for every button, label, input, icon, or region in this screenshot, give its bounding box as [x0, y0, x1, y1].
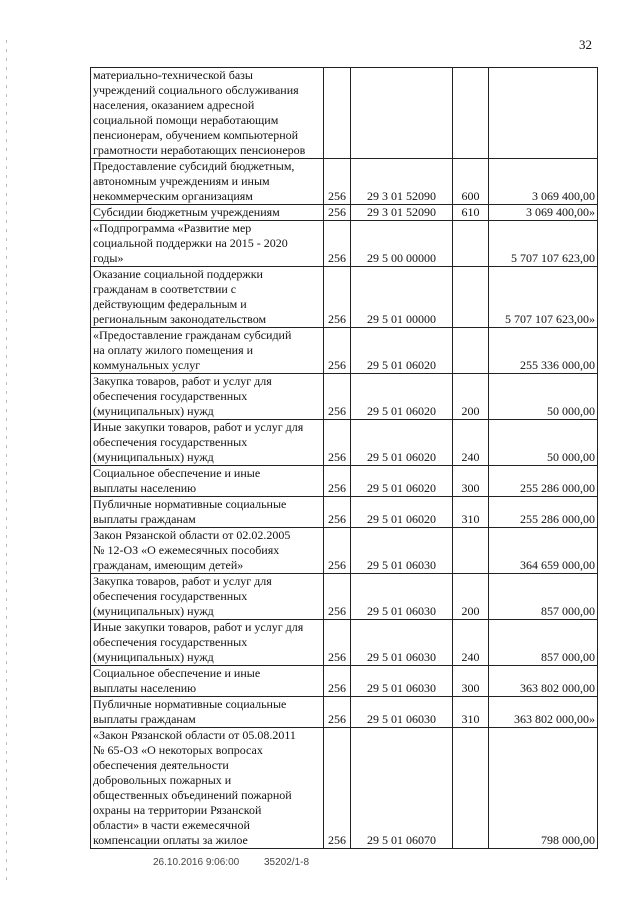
cell-vr: 600	[453, 159, 489, 205]
footer-doc-id: 35202/1-8	[263, 857, 310, 868]
cell-amount: 857 000,00	[489, 620, 598, 666]
footer-timestamp: 26.10.2016 9:06:00	[153, 857, 240, 868]
table-row	[91, 374, 598, 420]
table-row	[91, 159, 598, 205]
cell-ministry: 256	[324, 221, 351, 267]
cell-amount: 50 000,00	[489, 374, 598, 420]
cell-ministry: 256	[324, 574, 351, 620]
cell-code: 29 3 01 52090	[351, 205, 453, 221]
cell-name: «Закон Рязанской области от 05.08.2011 № 65-ОЗ «О некоторых вопросах обеспечения деятельности добровольных пожарных и общественных объединений пожарной охраны на территории Рязанской области» в части ежемесячной компенсации оплаты за жилое	[91, 728, 324, 849]
cell-code	[351, 68, 453, 159]
cell-amount: 3 069 400,00	[489, 159, 598, 205]
cell-name: «Предоставление гражданам субсидий на оплату жилого помещения и коммунальных услуг	[91, 328, 324, 374]
cell-amount: 255 286 000,00	[489, 466, 598, 497]
cell-vr: 300	[453, 466, 489, 497]
cell-ministry: 256	[324, 466, 351, 497]
cell-ministry: 256	[324, 267, 351, 328]
cell-vr: 200	[453, 374, 489, 420]
cell-code: 29 5 01 06020	[351, 374, 453, 420]
cell-code: 29 5 01 06020	[351, 420, 453, 466]
cell-name: Социальное обеспечение и иные выплаты населению	[91, 466, 324, 497]
cell-name: Публичные нормативные социальные выплаты гражданам	[91, 697, 324, 728]
footer	[153, 857, 331, 868]
cell-name: Иные закупки товаров, работ и услуг для обеспечения государственных (муниципальных) нужд	[91, 420, 324, 466]
cell-code: 29 5 01 06020	[351, 466, 453, 497]
cell-code: 29 5 01 06030	[351, 620, 453, 666]
table-row	[91, 697, 598, 728]
cell-name: материально-технической базы учреждений социального обслуживания населения, оказанием адресной социальной помощи неработающим пенсионерам, обучением компьютерной грамотности неработающих пенсионеров	[91, 68, 324, 159]
cell-amount: 5 707 107 623,00	[489, 221, 598, 267]
table-row	[91, 620, 598, 666]
cell-code: 29 3 01 52090	[351, 159, 453, 205]
cell-code: 29 5 01 06030	[351, 528, 453, 574]
table-row	[91, 267, 598, 328]
table-row	[91, 574, 598, 620]
cell-ministry: 256	[324, 205, 351, 221]
cell-amount: 50 000,00	[489, 420, 598, 466]
cell-vr	[453, 528, 489, 574]
cell-amount: 255 336 000,00	[489, 328, 598, 374]
cell-name: «Подпрограмма «Развитие мер социальной поддержки на 2015 - 2020 годы»	[91, 221, 324, 267]
cell-ministry: 256	[324, 697, 351, 728]
table-row	[91, 328, 598, 374]
cell-vr	[453, 68, 489, 159]
cell-amount: 798 000,00	[489, 728, 598, 849]
table-row	[91, 221, 598, 267]
cell-vr: 240	[453, 620, 489, 666]
budget-table	[90, 67, 598, 849]
cell-amount: 5 707 107 623,00»	[489, 267, 598, 328]
cell-vr: 200	[453, 574, 489, 620]
cell-name: Социальное обеспечение и иные выплаты населению	[91, 666, 324, 697]
cell-amount: 363 802 000,00	[489, 666, 598, 697]
cell-code: 29 5 01 00000	[351, 267, 453, 328]
cell-name: Закупка товаров, работ и услуг для обеспечения государственных (муниципальных) нужд	[91, 374, 324, 420]
cell-code: 29 5 01 06070	[351, 728, 453, 849]
cell-ministry: 256	[324, 374, 351, 420]
cell-name: Закупка товаров, работ и услуг для обеспечения государственных (муниципальных) нужд	[91, 574, 324, 620]
cell-amount: 857 000,00	[489, 574, 598, 620]
cell-name: Закон Рязанской области от 02.02.2005 № 12-ОЗ «О ежемесячных пособиях гражданам, имеющим детей»	[91, 528, 324, 574]
cell-vr	[453, 221, 489, 267]
cell-code: 29 5 01 06020	[351, 497, 453, 528]
cell-ministry	[324, 68, 351, 159]
cell-amount: 255 286 000,00	[489, 497, 598, 528]
cell-vr: 240	[453, 420, 489, 466]
budget-table-body	[91, 68, 598, 849]
cell-vr	[453, 267, 489, 328]
cell-code: 29 5 01 06030	[351, 697, 453, 728]
cell-ministry: 256	[324, 497, 351, 528]
cell-amount	[489, 68, 598, 159]
cell-code: 29 5 01 06020	[351, 328, 453, 374]
cell-ministry: 256	[324, 159, 351, 205]
table-row	[91, 420, 598, 466]
cell-amount: 3 069 400,00»	[489, 205, 598, 221]
cell-ministry: 256	[324, 528, 351, 574]
cell-ministry: 256	[324, 728, 351, 849]
scan-edge-artifact	[6, 40, 7, 880]
table-row	[91, 666, 598, 697]
cell-amount: 363 802 000,00»	[489, 697, 598, 728]
cell-ministry: 256	[324, 328, 351, 374]
cell-vr	[453, 728, 489, 849]
cell-vr	[453, 328, 489, 374]
cell-code: 29 5 01 06030	[351, 666, 453, 697]
table-row	[91, 205, 598, 221]
table-row	[91, 466, 598, 497]
cell-name: Субсидии бюджетным учреждениям	[91, 205, 324, 221]
cell-vr: 310	[453, 697, 489, 728]
cell-name: Иные закупки товаров, работ и услуг для обеспечения государственных (муниципальных) нужд	[91, 620, 324, 666]
cell-vr: 300	[453, 666, 489, 697]
cell-ministry: 256	[324, 666, 351, 697]
table-row	[91, 728, 598, 849]
cell-name: Публичные нормативные социальные выплаты гражданам	[91, 497, 324, 528]
cell-ministry: 256	[324, 420, 351, 466]
cell-name: Предоставление субсидий бюджетным, автономным учреждениям и иным некоммерческим организациям	[91, 159, 324, 205]
cell-name: Оказание социальной поддержки гражданам в соответствии с действующим федеральным и региональным законодательством	[91, 267, 324, 328]
cell-vr: 310	[453, 497, 489, 528]
page-number: 32	[579, 37, 592, 52]
table-row	[91, 68, 598, 159]
cell-ministry: 256	[324, 620, 351, 666]
table-row	[91, 497, 598, 528]
table-row	[91, 528, 598, 574]
cell-vr: 610	[453, 205, 489, 221]
cell-amount: 364 659 000,00	[489, 528, 598, 574]
cell-code: 29 5 00 00000	[351, 221, 453, 267]
cell-code: 29 5 01 06030	[351, 574, 453, 620]
